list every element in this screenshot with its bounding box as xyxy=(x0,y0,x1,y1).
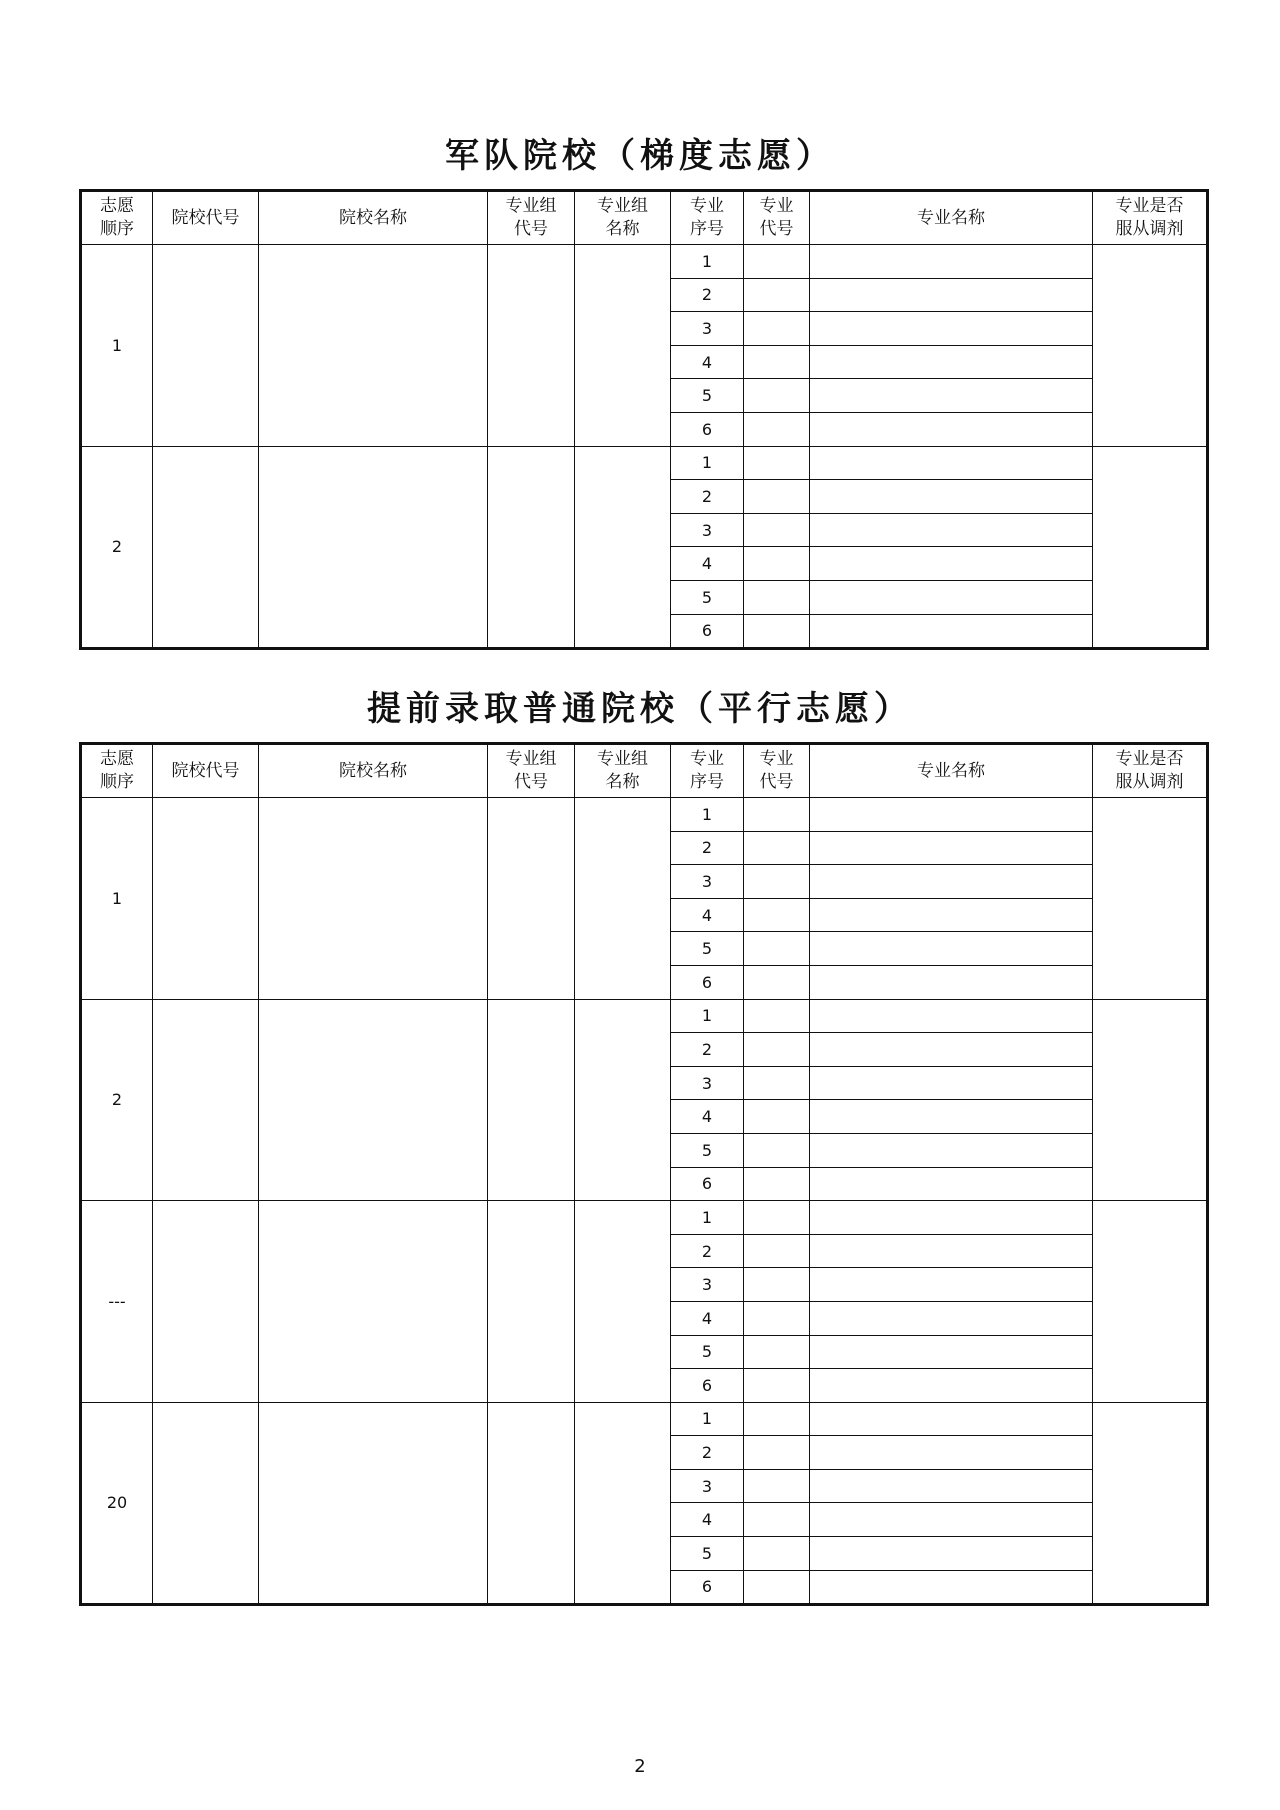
adjust-header xyxy=(1093,744,1208,798)
major-name-field[interactable] xyxy=(810,1033,1093,1067)
major-name-field[interactable] xyxy=(810,446,1093,480)
major-code-field[interactable] xyxy=(744,1201,810,1235)
group-code-field[interactable] xyxy=(488,446,575,649)
adjust-field[interactable] xyxy=(1093,798,1208,1000)
major-seq-cell: 5 xyxy=(671,1537,744,1571)
major-code-field[interactable] xyxy=(744,1234,810,1268)
group-code-field[interactable] xyxy=(488,1402,575,1605)
major-seq-cell: 6 xyxy=(671,614,744,649)
major-name-field[interactable] xyxy=(810,1133,1093,1167)
major-code-field[interactable] xyxy=(744,1570,810,1605)
school-name-field[interactable] xyxy=(259,798,488,1000)
major-name-field[interactable] xyxy=(810,965,1093,999)
group-code-field[interactable] xyxy=(488,798,575,1000)
major-seq-cell: 2 xyxy=(671,1033,744,1067)
major-code-field[interactable] xyxy=(744,513,810,547)
volunteer-order-cell: 1 xyxy=(81,245,153,447)
major-code-field[interactable] xyxy=(744,278,810,312)
military-volunteer-table xyxy=(79,189,1209,650)
group-code-header xyxy=(488,191,575,245)
major-seq-cell: 5 xyxy=(671,932,744,966)
major-code-field[interactable] xyxy=(744,245,810,279)
major-name-field[interactable] xyxy=(810,1335,1093,1369)
major-name-field[interactable] xyxy=(810,614,1093,649)
major-code-header-line: 专业 xyxy=(759,196,794,216)
page-number: 2 xyxy=(634,1756,646,1777)
major-code-header-line: 专业 xyxy=(759,749,794,769)
major-name-field[interactable] xyxy=(810,1167,1093,1201)
major-seq-cell: 1 xyxy=(671,798,744,832)
major-seq-cell: 3 xyxy=(671,513,744,547)
major-name-field[interactable] xyxy=(810,345,1093,379)
table-row xyxy=(81,245,1208,279)
adjust-field[interactable] xyxy=(1093,446,1208,649)
table-row xyxy=(81,1402,1208,1436)
major-seq-cell: 4 xyxy=(671,1301,744,1335)
adjust-field[interactable] xyxy=(1093,1201,1208,1403)
school-code-field[interactable] xyxy=(153,1402,259,1605)
table-row xyxy=(81,999,1208,1033)
major-code-field[interactable] xyxy=(744,480,810,514)
major-seq-cell: 1 xyxy=(671,999,744,1033)
major-seq-cell: 3 xyxy=(671,1268,744,1302)
major-name-field[interactable] xyxy=(810,898,1093,932)
advance-volunteer-table xyxy=(79,742,1209,1606)
major-seq-cell: 1 xyxy=(671,1402,744,1436)
major-seq-cell: 5 xyxy=(671,1335,744,1369)
school-code-field[interactable] xyxy=(153,798,259,1000)
major-code-field[interactable] xyxy=(744,1066,810,1100)
school-name-field[interactable] xyxy=(259,999,488,1201)
major-seq-header xyxy=(671,744,744,798)
order-header-line: 志愿 xyxy=(100,196,134,216)
table-row xyxy=(81,446,1208,480)
adjust-header-line: 专业是否 xyxy=(1115,749,1184,769)
major-code-field[interactable] xyxy=(744,1301,810,1335)
major-name-header: 专业名称 xyxy=(810,191,1093,245)
volunteer-order-cell: 20 xyxy=(81,1402,153,1605)
major-name-field[interactable] xyxy=(810,312,1093,346)
group-name-header-line: 名称 xyxy=(605,772,640,792)
major-name-field[interactable] xyxy=(810,1234,1093,1268)
major-seq-header-line: 序号 xyxy=(690,219,724,239)
major-code-field[interactable] xyxy=(744,1100,810,1134)
major-code-field[interactable] xyxy=(744,1033,810,1067)
major-name-field[interactable] xyxy=(810,1402,1093,1436)
major-code-field[interactable] xyxy=(744,798,810,832)
major-name-field[interactable] xyxy=(810,1100,1093,1134)
major-code-header xyxy=(744,191,810,245)
group-code-header-line: 代号 xyxy=(514,219,548,239)
major-code-header-line: 代号 xyxy=(759,219,794,239)
major-name-field[interactable] xyxy=(810,547,1093,581)
major-code-field[interactable] xyxy=(744,898,810,932)
major-seq-cell: 3 xyxy=(671,865,744,899)
major-name-field[interactable] xyxy=(810,932,1093,966)
major-seq-cell: 2 xyxy=(671,480,744,514)
major-code-field[interactable] xyxy=(744,1436,810,1470)
group-code-header-line: 代号 xyxy=(514,772,548,792)
school-name-field[interactable] xyxy=(259,245,488,447)
major-code-field[interactable] xyxy=(744,547,810,581)
major-seq-cell: 4 xyxy=(671,898,744,932)
group-name-header xyxy=(575,744,671,798)
major-name-header: 专业名称 xyxy=(810,744,1093,798)
major-seq-cell: 5 xyxy=(671,1133,744,1167)
adjust-field[interactable] xyxy=(1093,1402,1208,1605)
major-name-field[interactable] xyxy=(810,1503,1093,1537)
school-name-field[interactable] xyxy=(259,1402,488,1605)
major-seq-cell: 4 xyxy=(671,1100,744,1134)
major-name-field[interactable] xyxy=(810,1469,1093,1503)
advance-section-title: 提前录取普通院校（平行志愿） xyxy=(367,689,913,729)
major-name-field[interactable] xyxy=(810,1301,1093,1335)
adjust-header xyxy=(1093,191,1208,245)
school-code-field[interactable] xyxy=(153,446,259,649)
order-header-line: 志愿 xyxy=(100,749,134,769)
group-name-field[interactable] xyxy=(575,999,671,1201)
school-code-field[interactable] xyxy=(153,245,259,447)
major-name-field[interactable] xyxy=(810,1066,1093,1100)
major-code-field[interactable] xyxy=(744,1537,810,1571)
major-seq-cell: 2 xyxy=(671,1436,744,1470)
header-row xyxy=(81,744,1208,798)
major-code-field[interactable] xyxy=(744,1335,810,1369)
major-seq-header-line: 专业 xyxy=(690,749,724,769)
major-name-field[interactable] xyxy=(810,513,1093,547)
group-code-header-line: 专业组 xyxy=(505,749,557,769)
major-seq-cell: 2 xyxy=(671,831,744,865)
adjust-field[interactable] xyxy=(1093,245,1208,447)
major-seq-cell: 3 xyxy=(671,1066,744,1100)
school-code-field[interactable] xyxy=(153,999,259,1201)
group-code-field[interactable] xyxy=(488,999,575,1201)
school-code-field[interactable] xyxy=(153,1201,259,1403)
major-code-field[interactable] xyxy=(744,1133,810,1167)
major-name-field[interactable] xyxy=(810,379,1093,413)
major-name-field[interactable] xyxy=(810,798,1093,832)
group-name-field[interactable] xyxy=(575,1402,671,1605)
group-name-header-line: 名称 xyxy=(605,219,640,239)
table-row xyxy=(81,1201,1208,1235)
adjust-header-line: 服从调剂 xyxy=(1115,772,1184,792)
major-seq-cell: 6 xyxy=(671,412,744,446)
major-seq-cell: 3 xyxy=(671,312,744,346)
adjust-header-line: 专业是否 xyxy=(1115,196,1184,216)
order-header-line: 顺序 xyxy=(100,219,134,239)
group-code-field[interactable] xyxy=(488,1201,575,1403)
header-row xyxy=(81,191,1208,245)
major-name-field[interactable] xyxy=(810,1369,1093,1403)
major-name-field[interactable] xyxy=(810,831,1093,865)
major-code-field[interactable] xyxy=(744,1268,810,1302)
major-name-field[interactable] xyxy=(810,412,1093,446)
group-name-field[interactable] xyxy=(575,245,671,447)
major-seq-cell: 2 xyxy=(671,278,744,312)
major-code-field[interactable] xyxy=(744,1167,810,1201)
major-seq-cell: 3 xyxy=(671,1469,744,1503)
major-code-header xyxy=(744,744,810,798)
volunteer-order-cell: --- xyxy=(81,1201,153,1403)
major-code-field[interactable] xyxy=(744,345,810,379)
major-code-field[interactable] xyxy=(744,312,810,346)
major-seq-header-line: 序号 xyxy=(690,772,724,792)
school-name-header: 院校名称 xyxy=(259,191,488,245)
group-name-header-line: 专业组 xyxy=(597,196,648,216)
group-name-field[interactable] xyxy=(575,446,671,649)
group-name-field[interactable] xyxy=(575,798,671,1000)
major-code-field[interactable] xyxy=(744,932,810,966)
major-seq-header xyxy=(671,191,744,245)
major-code-field[interactable] xyxy=(744,1503,810,1537)
order-header xyxy=(81,744,153,798)
group-name-field[interactable] xyxy=(575,1201,671,1403)
major-code-field[interactable] xyxy=(744,379,810,413)
major-name-field[interactable] xyxy=(810,1201,1093,1235)
major-seq-cell: 6 xyxy=(671,1369,744,1403)
volunteer-order-cell: 2 xyxy=(81,446,153,649)
major-seq-cell: 1 xyxy=(671,446,744,480)
major-code-field[interactable] xyxy=(744,965,810,999)
group-name-header-line: 专业组 xyxy=(597,749,648,769)
major-seq-cell: 2 xyxy=(671,1234,744,1268)
major-code-field[interactable] xyxy=(744,1369,810,1403)
group-code-header xyxy=(488,744,575,798)
major-seq-cell: 1 xyxy=(671,1201,744,1235)
major-seq-cell: 6 xyxy=(671,1570,744,1605)
major-seq-cell: 4 xyxy=(671,1503,744,1537)
major-name-field[interactable] xyxy=(810,580,1093,614)
order-header xyxy=(81,191,153,245)
major-code-header-line: 代号 xyxy=(759,772,794,792)
major-seq-cell: 6 xyxy=(671,1167,744,1201)
major-name-field[interactable] xyxy=(810,1570,1093,1605)
major-seq-cell: 5 xyxy=(671,379,744,413)
school-name-header: 院校名称 xyxy=(259,744,488,798)
major-code-field[interactable] xyxy=(744,1402,810,1436)
school-name-field[interactable] xyxy=(259,1201,488,1403)
major-code-field[interactable] xyxy=(744,1469,810,1503)
major-seq-cell: 6 xyxy=(671,965,744,999)
major-code-field[interactable] xyxy=(744,999,810,1033)
major-name-field[interactable] xyxy=(810,245,1093,279)
major-code-field[interactable] xyxy=(744,412,810,446)
major-name-field[interactable] xyxy=(810,480,1093,514)
major-name-field[interactable] xyxy=(810,865,1093,899)
major-seq-cell: 5 xyxy=(671,580,744,614)
adjust-field[interactable] xyxy=(1093,999,1208,1201)
major-name-field[interactable] xyxy=(810,999,1093,1033)
major-name-field[interactable] xyxy=(810,1537,1093,1571)
major-seq-cell: 1 xyxy=(671,245,744,279)
school-name-field[interactable] xyxy=(259,446,488,649)
major-code-field[interactable] xyxy=(744,446,810,480)
volunteer-order-cell: 1 xyxy=(81,798,153,1000)
volunteer-order-cell: 2 xyxy=(81,999,153,1201)
school-code-header: 院校代号 xyxy=(153,191,259,245)
major-name-field[interactable] xyxy=(810,278,1093,312)
military-section-title: 军队院校（梯度志愿） xyxy=(445,136,835,176)
major-code-field[interactable] xyxy=(744,614,810,649)
group-code-header-line: 专业组 xyxy=(505,196,557,216)
adjust-header-line: 服从调剂 xyxy=(1115,219,1184,239)
major-name-field[interactable] xyxy=(810,1436,1093,1470)
major-code-field[interactable] xyxy=(744,831,810,865)
major-code-field[interactable] xyxy=(744,865,810,899)
group-code-field[interactable] xyxy=(488,245,575,447)
school-code-header: 院校代号 xyxy=(153,744,259,798)
major-seq-header-line: 专业 xyxy=(690,196,724,216)
table-row xyxy=(81,798,1208,832)
major-seq-cell: 4 xyxy=(671,547,744,581)
major-code-field[interactable] xyxy=(744,580,810,614)
major-name-field[interactable] xyxy=(810,1268,1093,1302)
major-seq-cell: 4 xyxy=(671,345,744,379)
order-header-line: 顺序 xyxy=(100,772,134,792)
group-name-header xyxy=(575,191,671,245)
